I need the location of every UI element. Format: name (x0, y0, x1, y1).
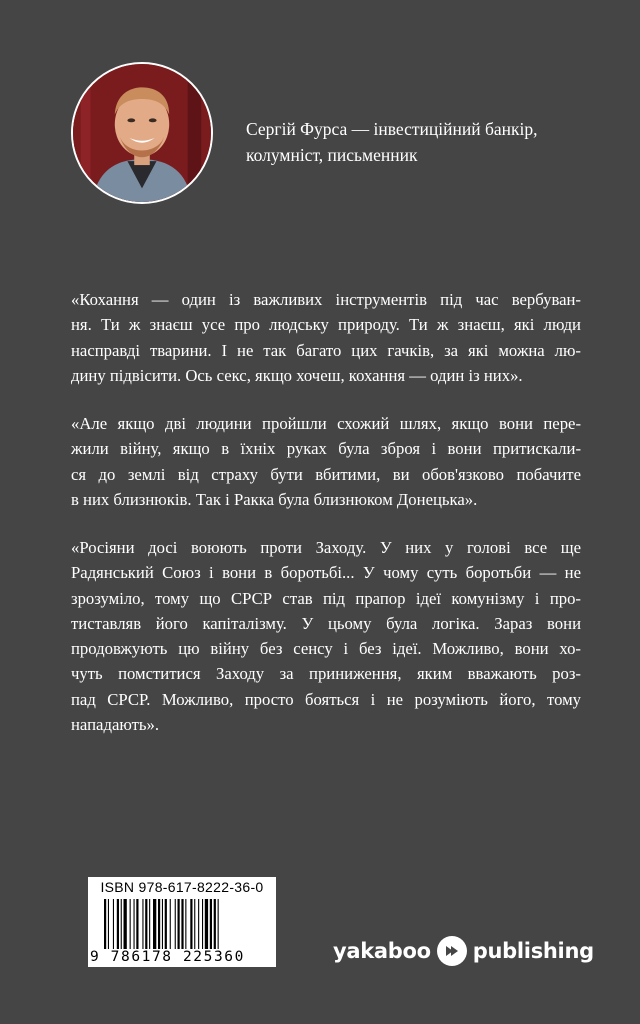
quote-line: «Росіяни досі воюють проти Заходу. У них у голові все ще (71, 538, 581, 557)
quote-line: дину підвісити. Ось секс, якщо хочеш, кохання — один із них». (71, 365, 523, 385)
ean-digits: 9 786178 225360 (90, 949, 245, 965)
quote-line: в них близнюків. Так і Ракка була близнюком Донецька». (71, 489, 478, 509)
quote-block (71, 411, 581, 512)
publisher-name-left: yakaboo (333, 939, 431, 963)
quote-block (71, 287, 581, 388)
author-portrait-icon (73, 64, 211, 202)
quote-line: «Але якщо дві людини пройшли схожий шлях, якщо вони пере- (71, 414, 581, 433)
quote-line: пад СРСР. Можливо, просто бояться і не розуміють його, тому (71, 689, 581, 709)
quote-line: ня. Ти ж знаєш усе про людську природу. Ти ж знаєш, які люди (71, 315, 581, 335)
isbn-label: ISBN 978-617-8222-36-0 (100, 879, 264, 895)
quote-line: Радянський Союз і вони в боротьбі... У чому суть боротьби — не (71, 563, 581, 583)
quote-line: зрозуміло, тому що СРСР став під прапор ідеї комунізму і про- (71, 588, 581, 608)
barcode-bars-icon (104, 899, 264, 949)
quote-line: «Кохання — один із важливих інструментів під час вербуван- (71, 290, 581, 309)
author-caption-line: колумніст, письменник (246, 145, 418, 165)
author-caption-line: Сергій Фурса — інвестиційний банкір, (246, 119, 538, 139)
quote-line: насправді тварини. І не так багато цих гачків, за які можна лю- (71, 340, 581, 360)
publisher-logo (333, 929, 594, 973)
quote-line: продовжують цю війну без сенсу і без ідеї. Можливо, вони хо- (71, 639, 581, 659)
yakaboo-arrow-icon (437, 936, 467, 966)
publisher-name-right: publishing (472, 939, 594, 963)
quote-line: тиставляв його капіталізму. У цьому була логіка. Зараз вони (71, 613, 581, 633)
quote-line: нападають». (71, 715, 160, 735)
barcode (88, 877, 276, 967)
quote-line: ся до землі від страху бути вбитими, ви обов'язково побачите (71, 464, 581, 484)
author-photo (71, 62, 213, 204)
author-caption (246, 116, 606, 168)
quote-line: жили війну, якщо в їхніх руках була зброя і вони притискали- (71, 439, 581, 459)
quote-line: чуть помститися Заходу за приниження, яким вважають роз- (71, 664, 581, 684)
quote-block (71, 535, 581, 737)
